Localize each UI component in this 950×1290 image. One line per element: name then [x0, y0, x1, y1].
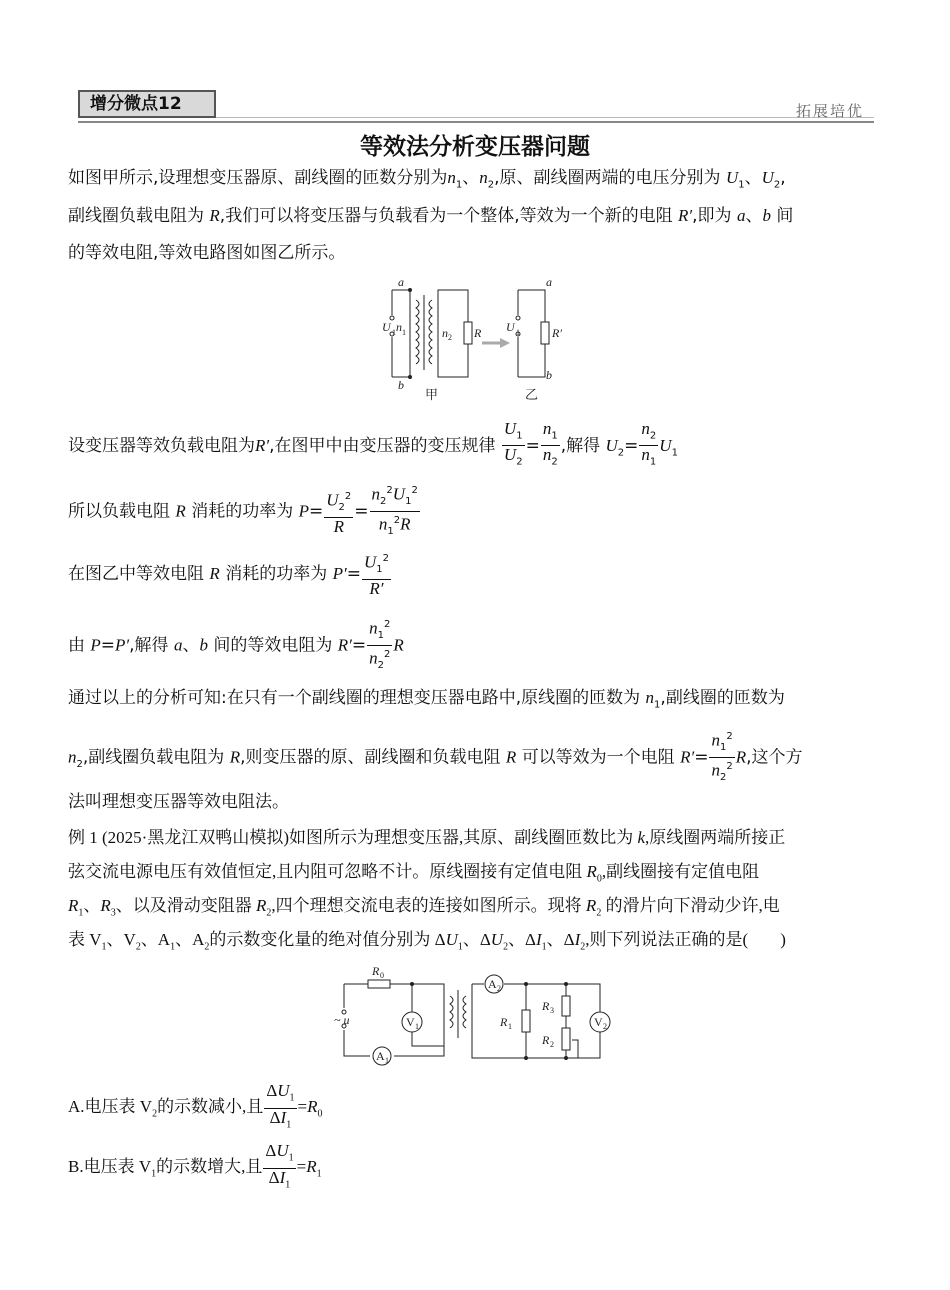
svg-text:1: 1: [402, 328, 406, 337]
option-a[interactable]: A.电压表 $V_2$的示数减小,且 $\frac{\Delta U_1}{\Delta I_1}$ $=R_0$: [68, 1081, 323, 1130]
intro-line-1: 如图甲所示,设理想变压器原、副线圈的匝数分别为$n_1$、$n_2$,原、副线圈两端的电压分别为 $U_1$、$U_2$,: [68, 168, 786, 191]
svg-text:1: 1: [516, 328, 520, 337]
example-line-4: 表 $V_1$、$V_2$、$A_1$、$A_2$的示数变化量的绝对值分别为 $\Delta U_1$、$\Delta U_2$、$\Delta I_1$、$\Delta I_2$,则下列说法正确的是( ): [68, 930, 786, 953]
svg-text:1: 1: [392, 328, 396, 337]
svg-text:R: R: [474, 326, 482, 340]
equation-power-Rprime: 在图乙中等效电阻 R 消耗的功率为 P′= $\frac{U_1^2}{R'}$: [68, 548, 392, 600]
svg-text:R: R: [372, 964, 380, 978]
svg-text:A: A: [376, 1049, 385, 1063]
svg-text:2: 2: [448, 333, 452, 342]
svg-text:~ u: ~ u: [334, 1013, 350, 1027]
svg-text:R′: R′: [552, 326, 562, 340]
svg-text:3: 3: [550, 1006, 554, 1015]
svg-text:U: U: [382, 320, 391, 334]
equation-transform-ratio: 设变压器等效负载电阻为R′,在图甲中由变压器的变压规律 $\frac{U_1}{U_2}$ = $\frac{n_1}{n_2}$ ,解得 $U_2=$ $\frac{n_2}{n_1}$ $U_1$: [68, 419, 678, 468]
example-line-2: 弦交流电源电压有效值恒定,且内阻可忽略不计。原线圈接有定值电阻 $R_0$,副线圈接有定值电阻: [68, 862, 760, 885]
svg-text:2: 2: [603, 1022, 607, 1031]
svg-text:V: V: [406, 1015, 415, 1029]
svg-text:R: R: [500, 1015, 508, 1029]
svg-text:n: n: [396, 320, 402, 334]
intro-line-2: 副线圈负载电阻为 R,我们可以将变压器与负载看为一个整体,等效为一个新的电阻 R′,即为 a、b 间: [68, 206, 794, 226]
svg-text:A: A: [488, 977, 497, 991]
svg-text:n: n: [442, 326, 448, 340]
conclusion-line-3: 法叫理想变压器等效电阻法。: [68, 792, 289, 812]
figure-example-circuit: [330, 962, 620, 1072]
svg-text:1: 1: [508, 1022, 512, 1031]
section-badge: 增分微点12: [78, 90, 216, 118]
svg-text:0: 0: [380, 971, 384, 980]
example-line-3: $R_1$、$R_3$、以及滑动变阻器 $R_2$,四个理想交流电表的连接如图所示。现将 $R_2$ 的滑片向下滑动少许,电: [68, 896, 780, 919]
header-rule-thin: [216, 117, 874, 118]
conclusion-line-2: $n_2$,副线圈负载电阻为 R,则变压器的原、副线圈和负载电阻 R 可以等效为一个电阻 R′= $\frac{n_1^2}{n_2^2}$ R,这个方: [68, 728, 803, 772]
section-label: 拓展培优: [796, 104, 865, 120]
svg-text:b: b: [398, 378, 404, 392]
svg-text:1: 1: [385, 1056, 389, 1065]
svg-text:R: R: [542, 999, 550, 1013]
svg-text:甲: 甲: [425, 387, 439, 402]
intro-line-3: 的等效电阻,等效电路图如图乙所示。: [68, 243, 346, 263]
svg-text:2: 2: [497, 984, 501, 993]
svg-text:U: U: [506, 320, 515, 334]
svg-text:a: a: [546, 275, 552, 289]
equation-equivalent-resistance: 由 P=P′,解得 a、b 间的等效电阻为 R′= $\frac{n_1^2}{n_2^2}$ R: [68, 616, 404, 668]
figure-equivalent-circuit: [370, 275, 570, 405]
svg-text:V: V: [594, 1015, 603, 1029]
svg-text:b: b: [546, 368, 552, 382]
header-rule: [78, 121, 874, 123]
equation-power-R: 所以负载电阻 R 消耗的功率为 P= $\frac{U_2^2}{R}$ = $\frac{n_2^2U_1^2}{n_1^2R}$: [68, 482, 421, 536]
option-b[interactable]: B.电压表 $V_1$的示数增大,且 $\frac{\Delta U_1}{\Delta I_1}$ $=R_1$: [68, 1141, 322, 1190]
svg-text:2: 2: [550, 1040, 554, 1049]
svg-text:a: a: [398, 275, 404, 289]
svg-text:1: 1: [415, 1022, 419, 1031]
example-line-1: 例 1 (2025·黑龙江双鸭山模拟)如图所示为理想变压器,其原、副线圈匝数比为 k,原线圈两端所接正: [68, 828, 786, 847]
conclusion-line-1: 通过以上的分析可知:在只有一个副线圈的理想变压器电路中,原线圈的匝数为 $n_1$,副线圈的匝数为: [68, 688, 785, 711]
page-title: 等效法分析变压器问题: [360, 134, 590, 160]
svg-text:乙: 乙: [525, 387, 539, 402]
svg-text:R: R: [542, 1033, 550, 1047]
